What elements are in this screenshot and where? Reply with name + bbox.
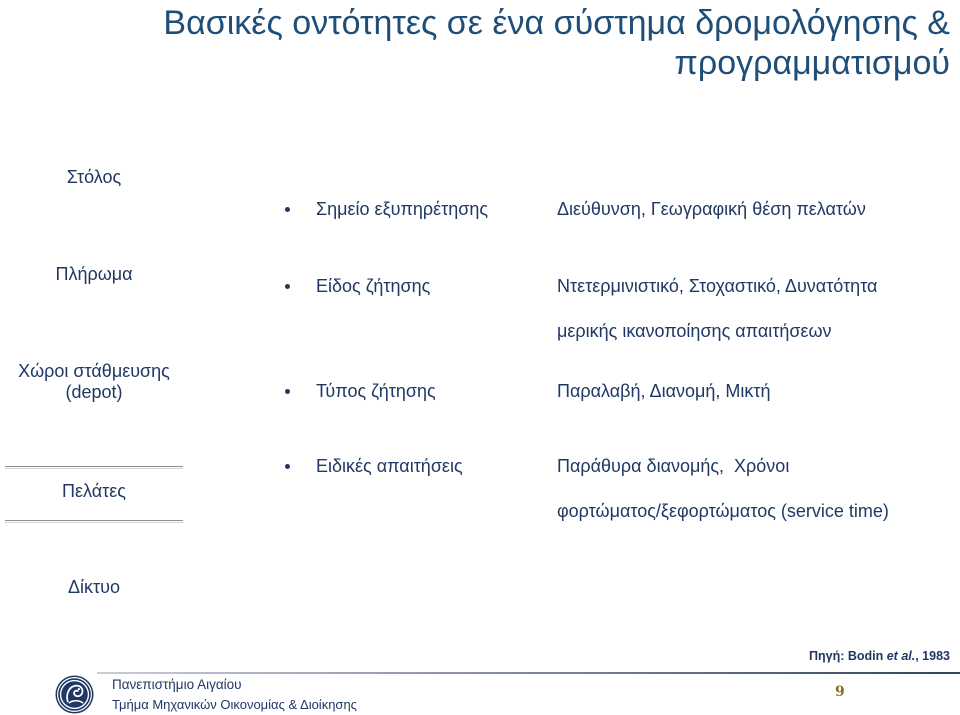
attribute-name: Τύπος ζήτησης <box>316 381 436 401</box>
entity-label: Πελάτες <box>62 481 126 501</box>
attribute-name: Είδος ζήτησης <box>316 276 431 296</box>
university-emblem-icon <box>55 675 94 714</box>
attribute-row-demand-kind <box>0 275 960 345</box>
entity-label-line-2: (depot) <box>65 382 123 402</box>
bullet-icon <box>285 207 290 212</box>
source-prefix: Πηγή: Bodin <box>808 649 887 663</box>
attribute-row-service-point <box>0 198 960 268</box>
title-line-2: προγραμματισμού <box>674 44 950 82</box>
source-suffix: , 1983 <box>915 649 950 663</box>
attribute-row-demand-type <box>0 380 960 450</box>
entity-network <box>0 577 188 598</box>
entity-label: Χώροι στάθμευσης <box>18 361 170 381</box>
title-line-1: Βασικές οντότητες σε ένα σύστημα δρομολόγησης & <box>163 4 950 42</box>
page-number: 9 <box>835 684 845 700</box>
attribute-value: Διεύθυνση, Γεωγραφική θέση πελατών <box>557 199 866 219</box>
attribute-values <box>557 455 889 522</box>
entity-label: Πλήρωμα <box>55 264 133 284</box>
attribute-value: Παραλαβή, Διανομή, Μικτή <box>557 381 771 401</box>
attribute-name: Ειδικές απαιτήσεις <box>316 456 463 476</box>
footer-divider <box>97 672 960 674</box>
bullet-icon <box>285 464 290 469</box>
bullet-icon <box>285 284 290 289</box>
source-et-al: et al. <box>886 649 916 663</box>
department-name: Τμήμα Μηχανικών Οικονομίας & Διοίκησης <box>112 697 357 712</box>
entity-label: Δίκτυο <box>68 577 120 597</box>
entity-fleet <box>0 167 188 188</box>
attribute-row-special-requirements <box>0 455 960 525</box>
attribute-value: Παράθυρα διανομής, Χρόνοι <box>557 456 790 476</box>
bullet-icon <box>285 389 290 394</box>
attribute-value: μερικής ικανοποίησης απαιτήσεων <box>557 321 832 341</box>
attribute-values <box>557 380 771 402</box>
attribute-values <box>557 275 877 342</box>
attribute-values <box>557 198 866 220</box>
attribute-name: Σημείο εξυπηρέτησης <box>316 199 489 219</box>
entity-label: Στόλος <box>66 167 122 187</box>
attribute-value: φορτώματος/ξεφορτώματος (service time) <box>557 501 889 521</box>
attribute-value: Ντετερμινιστικό, Στοχαστικό, Δυνατότητα <box>557 276 878 296</box>
slide-title <box>20 3 950 83</box>
source-citation <box>809 647 950 665</box>
university-name: Πανεπιστήμιο Αιγαίου <box>112 677 242 692</box>
